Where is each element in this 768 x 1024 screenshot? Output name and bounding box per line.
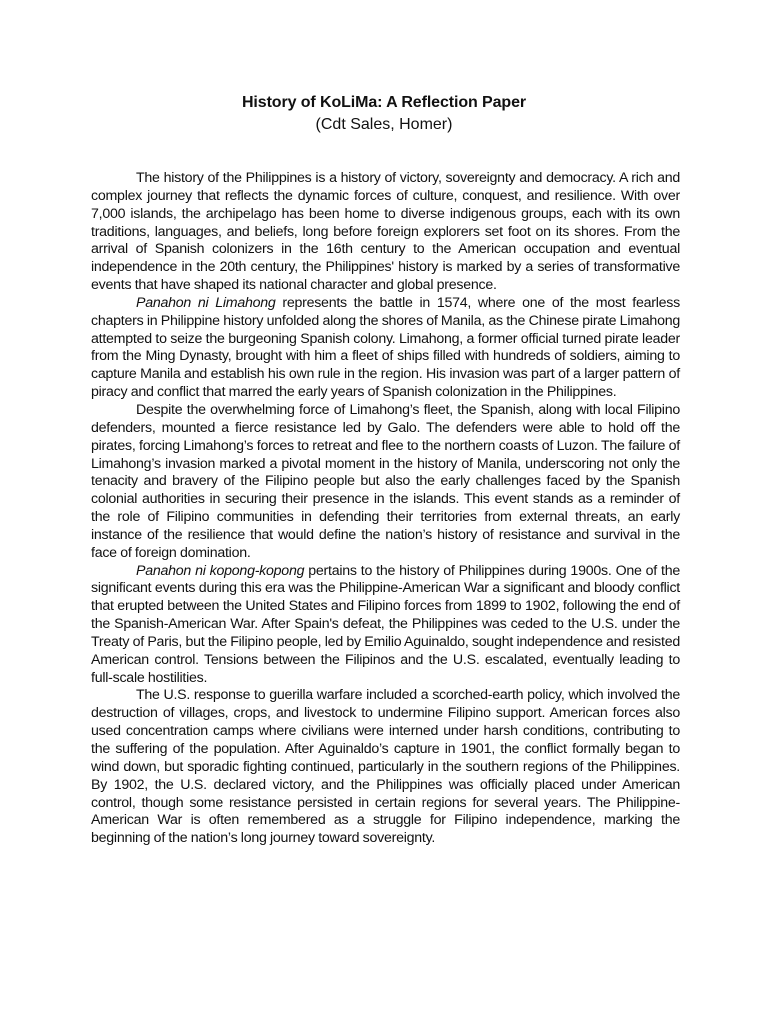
paragraph-lead-term: Panahon ni kopong-kopong: [136, 562, 305, 579]
paragraph-text: pertains to the history of Philippines during 1900s. One of the significant events during this era was the Philippine-American War a significant and bloody conflict that erupted between the United States and Filipino forces from 1899 to 1902, following the end of the Spanish-American War. After Spain's defeat, the Philippines was ceded to the U.S. under the Treaty of Paris, but the Filipino people, led by Emilio Aguinaldo, sought independence and resisted American control. Tensions between the Filipinos and the U.S. escalated, eventually leading to full-scale hostilities.: [91, 562, 680, 686]
paragraph-limahong: [91, 295, 680, 402]
paragraph-text: The U.S. response to guerilla warfare included a scorched-earth policy, which involved the destruction of villages, crops, and livestock to undermine Filipino support. American forces also used concentration camps where civilians were interned under harsh conditions, contributing to the suffering of the population. After Aguinaldo’s capture in 1901, the conflict formally began to wind down, but sporadic fighting continued, particularly in the southern regions of the Philippines. By 1902, the U.S. declared victory, and the Philippines was officially placed under American control, though some resistance persisted in certain regions for several years. The Philippine-American War is often remembered as a struggle for Filipino independence, marking the beginning of the nation’s long journey toward sovereignty.: [91, 687, 680, 847]
document-header: [0, 93, 768, 135]
paragraph-limahong-defense: [91, 402, 680, 563]
document-author: (Cdt Sales, Homer): [315, 116, 453, 133]
paragraph-introduction: [91, 170, 680, 295]
document-body: [91, 170, 680, 848]
paragraph-text: Despite the overwhelming force of Limahong’s fleet, the Spanish, along with local Filipino defenders, mounted a fierce resistance led by Galo. The defenders were able to hold off the pirates, forcing Limahong’s forces to retreat and flee to the northern coasts of Luzon. The failure of Limahong’s invasion marked a pivotal moment in the history of Manila, underscoring not only the tenacity and bravery of the Filipino people but also the early challenges faced by the Spanish colonial authorities in securing their presence in the islands. This event stands as a reminder of the role of Filipino communities in defending their territories from external threats, an early instance of the resilience that would define the nation’s history of resistance and survival in the face of foreign domination.: [91, 401, 680, 561]
paragraph-kopong-kopong: [91, 563, 680, 688]
paragraph-lead-term: Panahon ni Limahong: [136, 294, 276, 311]
paragraph-text: The history of the Philippines is a history of victory, sovereignty and democracy. A rich and complex journey that reflects the dynamic forces of culture, conquest, and resilience. With over 7,000 islands, the archipelago has been home to diverse indigenous groups, each with its own traditions, languages, and beliefs, long before foreign explorers set foot on its shores. From the arrival of Spanish colonizers in the 16th century to the American occupation and eventual independence in the 20th century, the Philippines' history is marked by a series of transformative events that have shaped its national character and global presence.: [91, 170, 680, 294]
document-title: History of KoLiMa: A Reflection Paper: [241, 94, 527, 111]
paragraph-text: represents the battle in 1574, where one of the most fearless chapters in Philippine history unfolded along the shores of Manila, as the Chinese pirate Limahong attempted to seize the burgeoning Spanish colony. Limahong, a former official turned pirate leader from the Ming Dynasty, brought with him a fleet of ships filled with hundreds of soldiers, aiming to capture Manila and establish his own rule in the region. His invasion was part of a larger pattern of piracy and conflict that marred the early years of Spanish colonization in the Philippines.: [91, 294, 680, 401]
paragraph-us-response: [91, 687, 680, 848]
